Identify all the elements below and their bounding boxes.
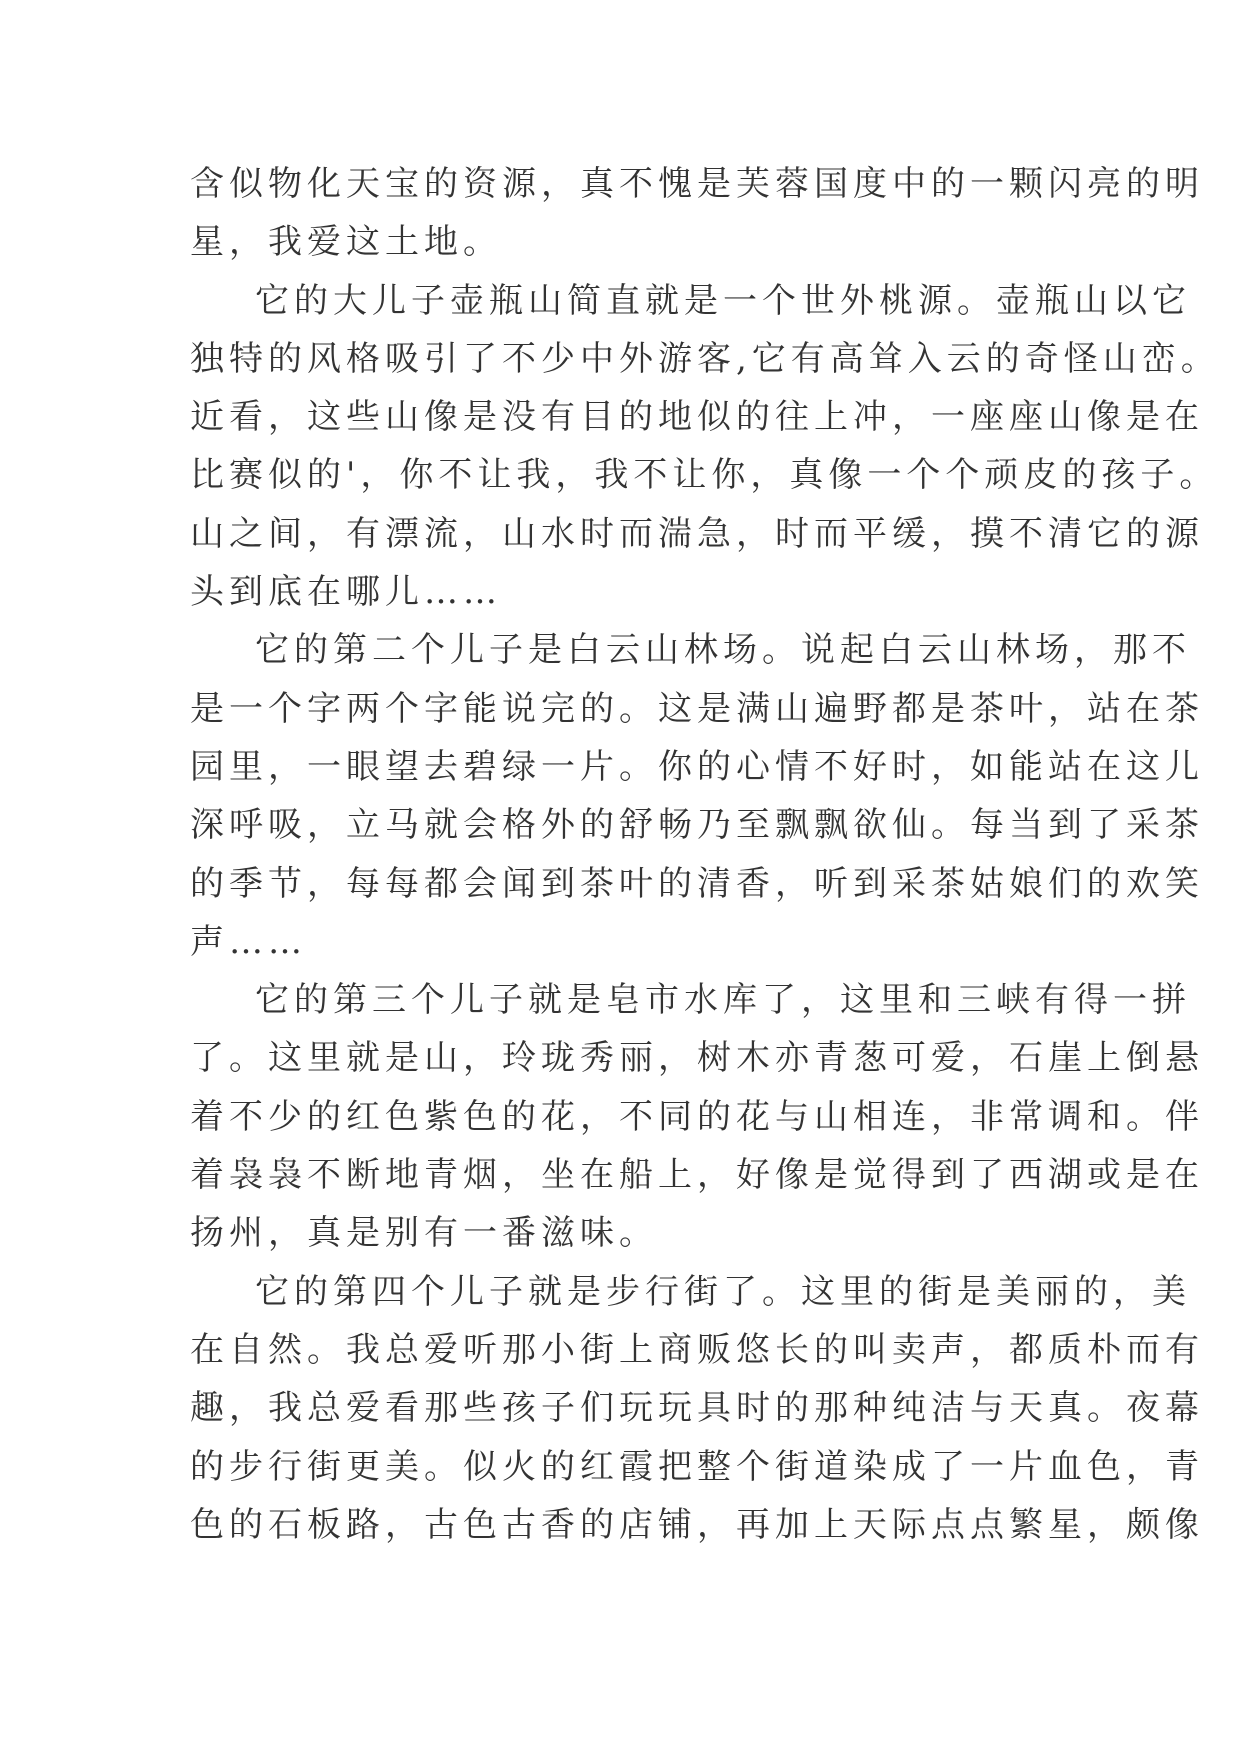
text-line: 星，我爱这土地。 [190,222,502,263]
paragraph-5 [190,1263,1204,1554]
text-line: 独特的风格吸引了不少中外游客,它有高耸入云的奇怪山峦。 [190,338,1220,379]
paragraph-1 [190,155,1204,272]
paragraph-4 [190,971,1204,1262]
text-line: 是一个字两个字能说完的。这是满山遍野都是茶叶，站在茶 [190,688,1204,729]
text-line: 色的石板路，古色古香的店铺，再加上天际点点繁星，颇像 [190,1504,1204,1545]
text-line: 深呼吸，立马就会格外的舒畅乃至飘飘欲仙。每当到了采茶 [190,805,1204,846]
paragraph-2 [190,272,1220,622]
text-line: 着袅袅不断地青烟，坐在船上，好像是觉得到了西湖或是在 [190,1155,1204,1196]
paragraph-3 [190,621,1204,971]
text-line: 它的第三个儿子就是皂市水库了，这里和三峡有得一拼 [255,980,1191,1021]
text-line: 声…… [190,921,307,962]
text-line: 它的大儿子壶瓶山简直就是一个世外桃源。壶瓶山以它 [255,280,1191,321]
text-line: 的季节，每每都会闻到茶叶的清香，听到采茶姑娘们的欢笑 [190,863,1204,904]
text-line: 比赛似的'，你不让我，我不让你，真像一个个顽皮的孩子。 [190,455,1219,496]
text-line: 它的第二个儿子是白云山林场。说起白云山林场，那不 [255,630,1191,671]
document-body [190,155,1220,1554]
text-line: 着不少的红色紫色的花，不同的花与山相连，非常调和。伴 [190,1096,1204,1137]
text-line: 山之间，有漂流，山水时而湍急，时而平缓，摸不清它的源 [190,513,1204,554]
text-line: 在自然。我总爱听那小街上商贩悠长的叫卖声，都质朴而有 [190,1329,1204,1370]
text-line: 扬州，真是别有一番滋味。 [190,1213,658,1254]
text-line: 近看，这些山像是没有目的地似的往上冲，一座座山像是在 [190,397,1204,438]
text-line: 头到底在哪儿…… [190,572,502,613]
text-line: 趣，我总爱看那些孩子们玩玩具时的那种纯洁与天真。夜幕 [190,1388,1204,1429]
text-line: 园里，一眼望去碧绿一片。你的心情不好时，如能站在这儿 [190,746,1204,787]
text-line: 的步行街更美。似火的红霞把整个街道染成了一片血色，青 [190,1446,1204,1487]
text-line: 它的第四个儿子就是步行街了。这里的街是美丽的，美 [255,1271,1191,1312]
text-line: 了。这里就是山，玲珑秀丽，树木亦青葱可爱，石崖上倒悬 [190,1038,1204,1079]
text-line: 含似物化天宝的资源，真不愧是芙蓉国度中的一颗闪亮的明 [190,164,1204,204]
